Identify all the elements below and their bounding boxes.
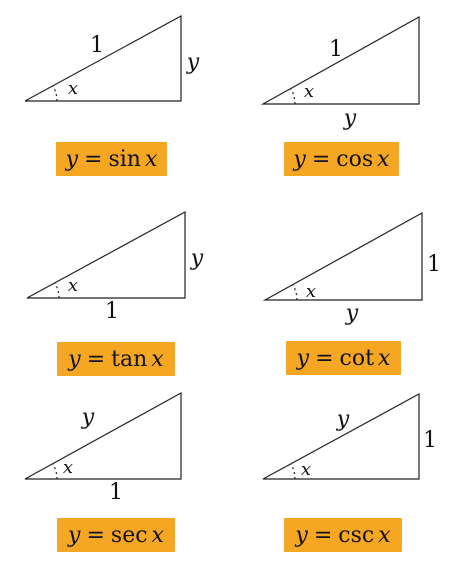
formula-fn: cos: [336, 146, 374, 172]
formula-lhs: y: [295, 522, 308, 548]
cot-opposite-label: 1: [427, 252, 441, 277]
csc-hypotenuse-label: y: [336, 407, 350, 432]
formula-lhs: y: [296, 345, 310, 371]
cos-adjacent-label: y: [343, 106, 357, 131]
formula-eq: =: [86, 346, 106, 372]
formula-eq: =: [311, 146, 331, 172]
tan-adjacent-label: 1: [105, 299, 119, 324]
sec-hypotenuse-label: y: [81, 405, 95, 430]
sin-hypotenuse-label: 1: [90, 33, 104, 58]
formula-sec: [57, 518, 175, 552]
formula-fn: sin: [108, 146, 141, 172]
triangle-sec: [25, 393, 181, 479]
tan-opposite-label: y: [190, 246, 204, 271]
formula-eq: =: [315, 345, 334, 371]
sin-opposite-label: y: [186, 50, 200, 75]
formula-eq: =: [86, 522, 105, 548]
formula-fn: csc: [338, 522, 375, 548]
cos-hypotenuse-label: 1: [329, 37, 343, 62]
triangle-cot: [265, 213, 422, 300]
csc-angle-label: x: [300, 459, 312, 480]
formula-arg: x: [151, 522, 164, 548]
formula-lhs: y: [68, 346, 81, 372]
formula-arg: x: [378, 522, 391, 548]
formula-arg: x: [377, 345, 391, 371]
triangle-sin: [25, 16, 181, 101]
cot-adjacent-label: y: [345, 301, 359, 326]
formula-arg: x: [151, 346, 164, 372]
csc-opposite-label: 1: [423, 428, 437, 453]
formula-csc: [284, 518, 402, 552]
formula-cos: [284, 142, 399, 176]
formula-lhs: y: [293, 146, 306, 172]
formula-fn: sec: [110, 522, 148, 548]
formula-fn: tan: [111, 346, 148, 372]
formula-eq: =: [313, 522, 333, 548]
formula-sin: [56, 142, 167, 176]
formula-arg: x: [377, 146, 390, 172]
tan-angle-label: x: [67, 275, 79, 296]
formula-cot: [286, 341, 401, 375]
formula-eq: =: [84, 146, 103, 172]
formula-lhs: y: [65, 146, 79, 172]
formula-lhs: y: [68, 522, 81, 548]
sec-angle-label: x: [62, 457, 74, 478]
sec-adjacent-label: 1: [109, 480, 123, 505]
cot-angle-label: x: [305, 281, 317, 302]
sin-angle-label: x: [67, 78, 79, 99]
triangle-tan: [27, 212, 185, 298]
formula-tan: [57, 342, 175, 376]
formula-fn: cot: [339, 345, 374, 371]
formula-arg: x: [144, 146, 158, 172]
cos-angle-label: x: [303, 81, 315, 102]
